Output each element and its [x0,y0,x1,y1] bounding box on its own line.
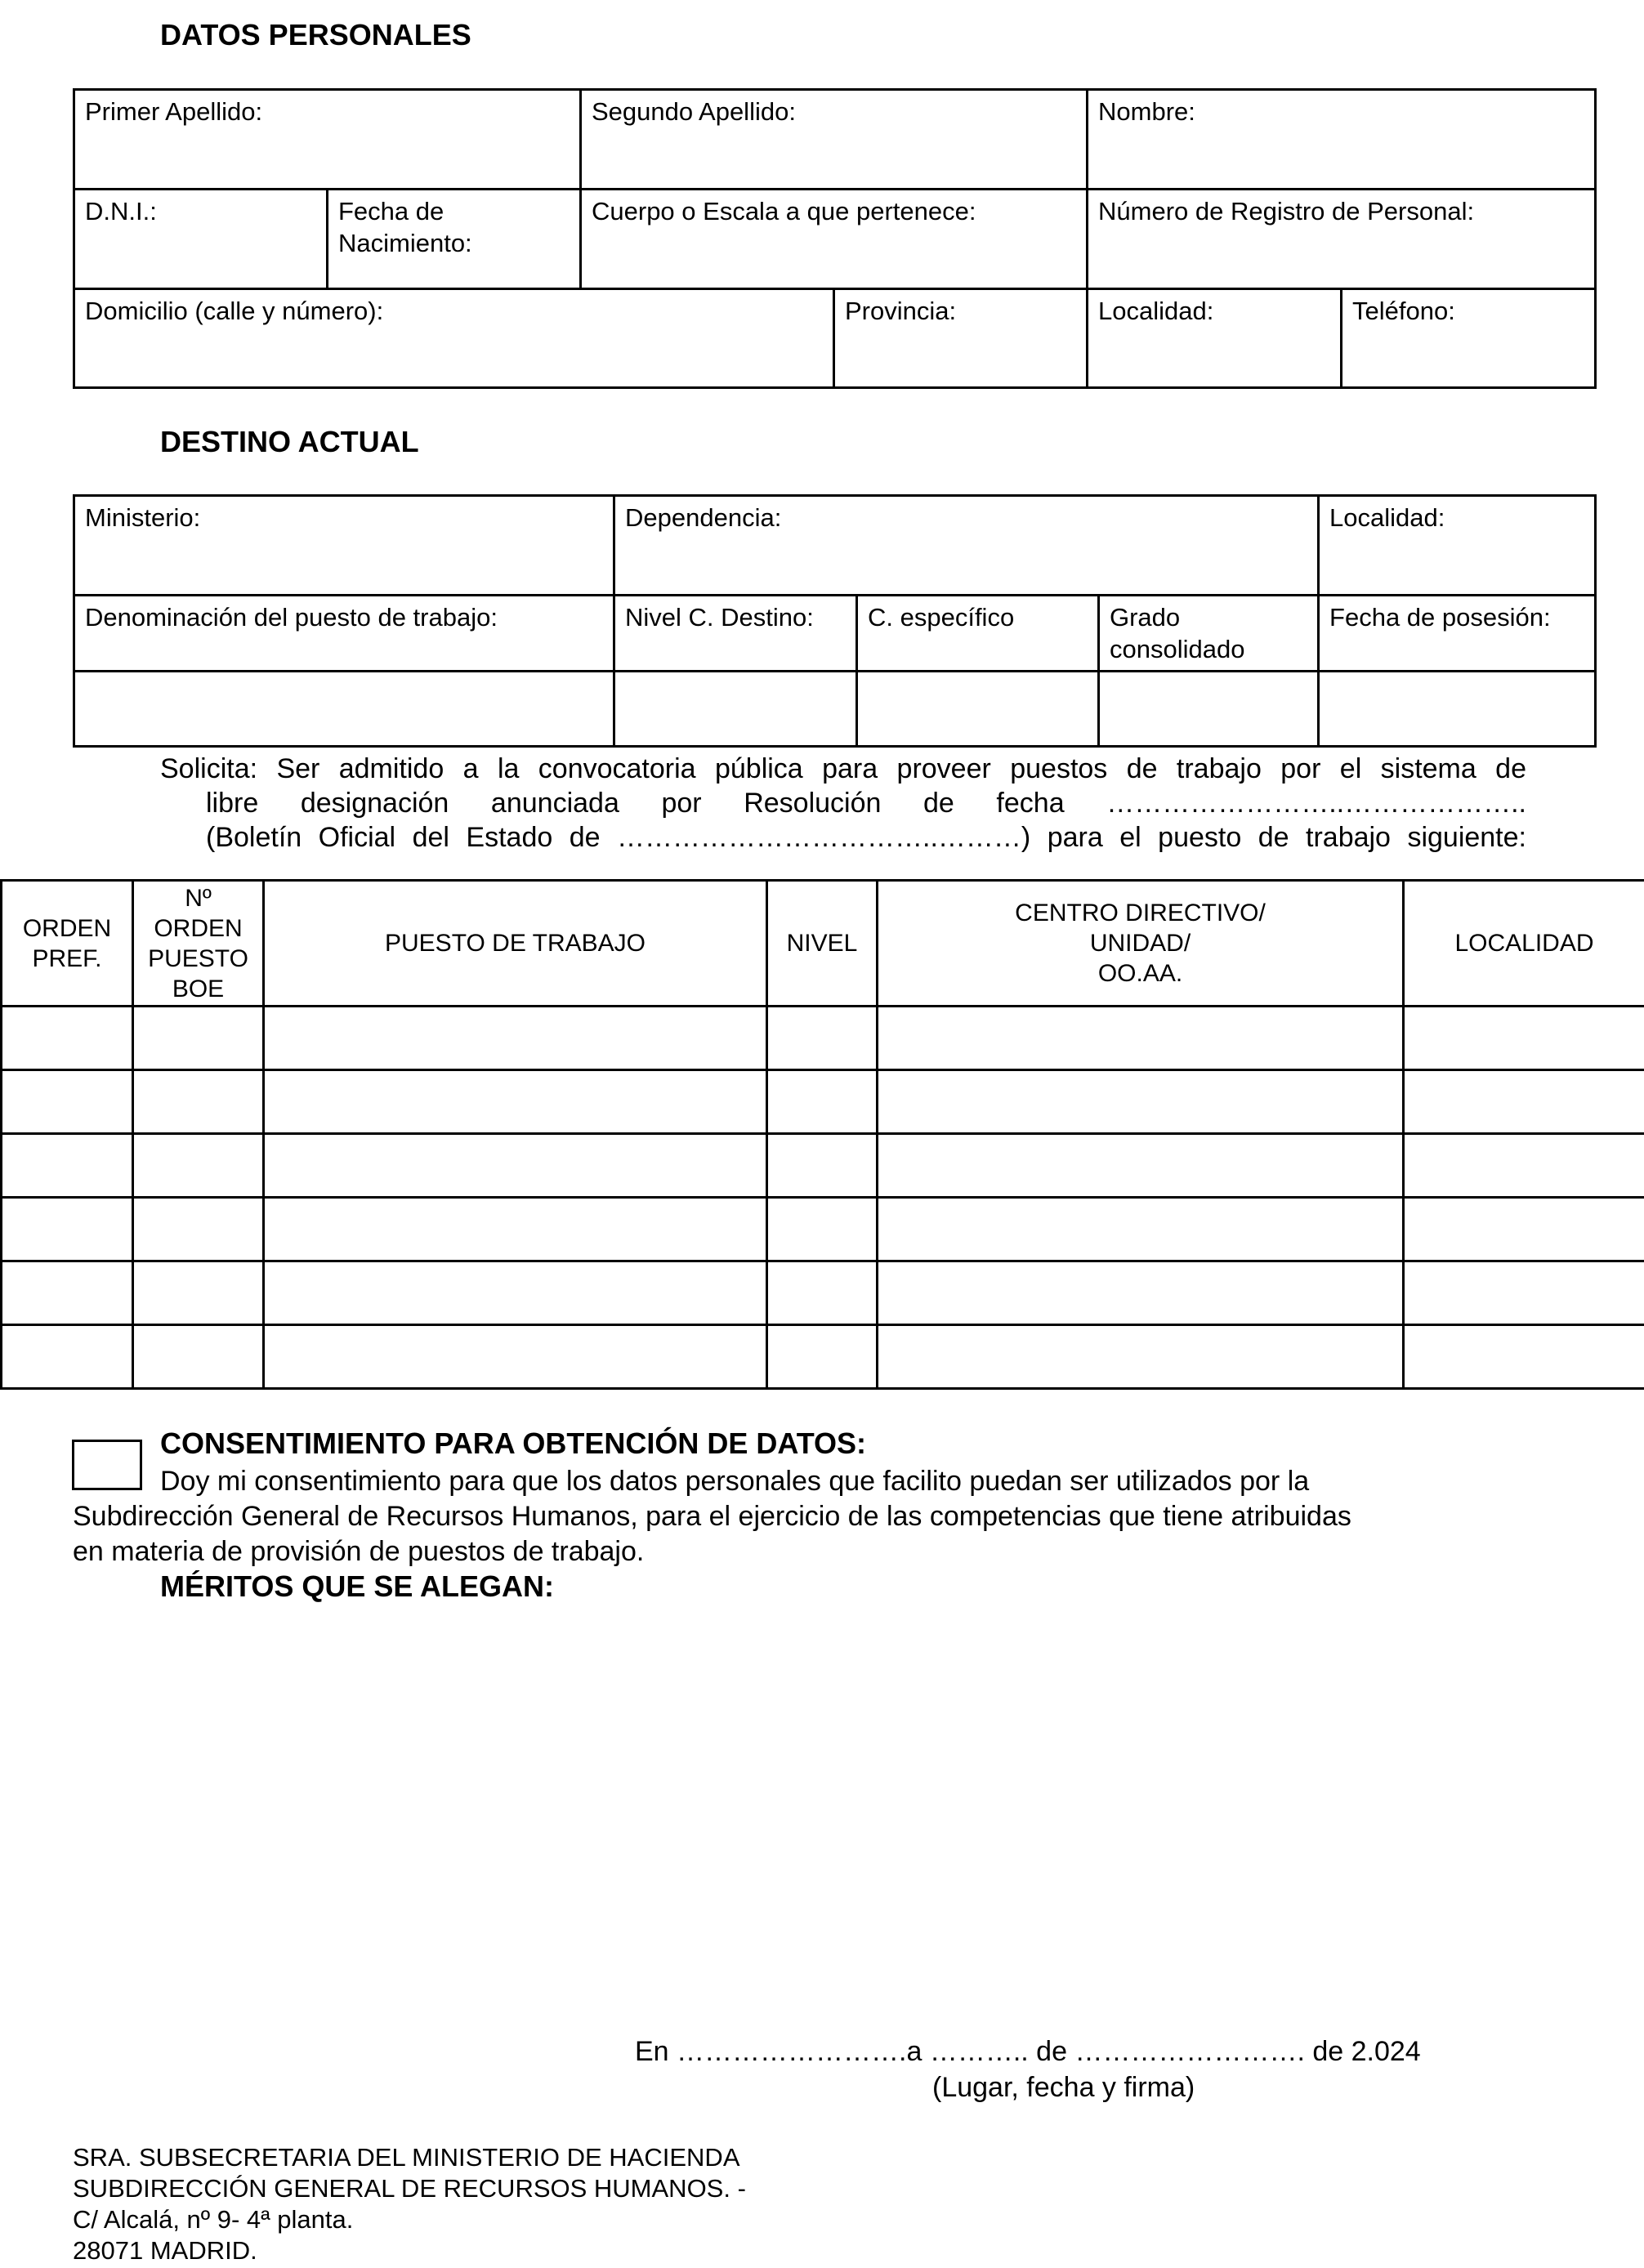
domicilio-field[interactable] [74,289,834,388]
solicita-line-1: Solicita: Ser admitido a la convocatoria pública para proveer puestos de trabajo por el sistema de [160,753,1526,784]
provincia-label: Provincia: [845,297,957,325]
col-num-label-1: Nº [185,884,212,912]
fecha-nacimiento-label-1: Fecha de [338,197,445,225]
fecha-nacimiento-field[interactable] [328,190,581,289]
table-cell[interactable] [264,1134,767,1198]
col-nivel-label: NIVEL [786,930,858,957]
table-cell[interactable] [1404,1134,1644,1198]
fecha-nacimiento-label-2: Nacimiento: [338,229,472,257]
table-cell[interactable] [767,1007,878,1070]
col-centro [878,881,1404,1007]
table-cell[interactable] [878,1261,1404,1325]
table-cell[interactable] [767,1134,878,1198]
consentimiento-line-3: en materia de provisión de puestos de trabajo. [73,1536,645,1567]
destinatario-line-4: 28071 MADRID. [73,2236,257,2265]
table-cell[interactable] [2,1070,133,1134]
especifico-header [857,596,1099,672]
col-nivel [767,881,878,1007]
table-cell[interactable] [2,1261,133,1325]
table-cell[interactable] [264,1261,767,1325]
destinatario-block [73,2142,746,2266]
table-cell[interactable] [1404,1261,1644,1325]
grado-input[interactable] [1099,672,1319,747]
destino-actual-heading: DESTINO ACTUAL [160,425,419,458]
firma-line: En …………………….a ……….. de ……………………. de 2.024 [635,2036,1421,2067]
segundo-apellido-label: Segundo Apellido: [592,97,796,126]
localidad-destino-field[interactable] [1319,496,1596,596]
denominacion-input[interactable] [74,672,614,747]
cuerpo-escala-label: Cuerpo o Escala a que pertenece: [592,197,976,225]
solicita-line-3: (Boletín Oficial del Estado de ……………………………..………) para el puesto de trabajo siguiente: [206,822,1526,853]
registro-personal-field[interactable] [1088,190,1596,289]
table-cell[interactable] [767,1261,878,1325]
table-cell[interactable] [2,1007,133,1070]
col-puesto-label: PUESTO DE TRABAJO [385,930,646,957]
consent-checkbox[interactable] [72,1440,142,1490]
table-cell[interactable] [878,1198,1404,1261]
col-num-label-2: ORDEN [154,914,243,942]
fecha-posesion-input[interactable] [1319,672,1596,747]
table-cell[interactable] [1404,1070,1644,1134]
nivel-input[interactable] [614,672,857,747]
table-cell[interactable] [133,1070,264,1134]
consentimiento-heading: CONSENTIMIENTO PARA OBTENCIÓN DE DATOS: [160,1426,867,1460]
localidad-field[interactable] [1088,289,1342,388]
table-cell[interactable] [264,1070,767,1134]
table-row [2,1198,1644,1261]
grado-header [1099,596,1319,672]
nombre-field[interactable] [1088,90,1596,190]
fecha-posesion-header [1319,596,1596,672]
table-cell[interactable] [133,1261,264,1325]
ministerio-label: Ministerio: [85,503,201,532]
dependencia-field[interactable] [614,496,1319,596]
puestos-table [0,879,1644,1390]
dependencia-label: Dependencia: [625,503,782,532]
col-num-label-4: BOE [172,975,225,1002]
col-centro-label-1: CENTRO DIRECTIVO/ [1015,900,1266,926]
consentimiento-line-2: Subdirección General de Recursos Humanos, para el ejercicio de las competencias que tiene atribuidas [73,1501,1351,1532]
nivel-header [614,596,857,672]
primer-apellido-label: Primer Apellido: [85,97,263,126]
firma-caption: (Lugar, fecha y firma) [932,2072,1195,2103]
col-num-label-3: PUESTO [148,944,248,972]
datos-personales-heading: DATOS PERSONALES [160,18,471,51]
primer-apellido-field[interactable] [74,90,581,190]
cuerpo-escala-field[interactable] [581,190,1088,289]
table-row [2,1134,1644,1198]
table-cell[interactable] [878,1070,1404,1134]
segundo-apellido-field[interactable] [581,90,1088,190]
dni-label: D.N.I.: [85,197,157,225]
col-centro-label-3: OO.AA. [1097,960,1183,987]
nivel-label: Nivel C. Destino: [625,603,814,632]
consentimiento-line-1: Doy mi consentimiento para que los datos personales que facilito puedan ser utilizados por la [160,1466,1310,1497]
datos-personales-table [73,88,1597,389]
nombre-label: Nombre: [1098,97,1195,126]
grado-label-2: consolidado [1110,635,1245,663]
dni-field[interactable] [74,190,328,289]
col-centro-label-2: UNIDAD/ [1089,930,1191,957]
table-row [2,1070,1644,1134]
table-cell[interactable] [1404,1007,1644,1070]
col-num-orden [133,881,264,1007]
destino-actual-table [73,494,1597,748]
denominacion-header [74,596,614,672]
table-cell[interactable] [767,1325,878,1389]
solicita-line-2: libre designación anunciada por Resolución de fecha ……………………..……………….. [206,788,1526,819]
col-puesto [264,881,767,1007]
destinatario-line-2: SUBDIRECCIÓN GENERAL DE RECURSOS HUMANOS. - [73,2174,746,2203]
table-cell[interactable] [878,1007,1404,1070]
table-cell[interactable] [1404,1325,1644,1389]
especifico-input[interactable] [857,672,1099,747]
table-cell[interactable] [133,1134,264,1198]
table-cell[interactable] [2,1198,133,1261]
table-cell[interactable] [133,1198,264,1261]
table-row [2,1261,1644,1325]
table-cell[interactable] [264,1007,767,1070]
fecha-posesion-label: Fecha de posesión: [1329,603,1551,632]
table-cell[interactable] [767,1198,878,1261]
table-row [2,1007,1644,1070]
table-cell[interactable] [133,1007,264,1070]
provincia-field[interactable] [834,289,1088,388]
col-orden-pref [2,881,133,1007]
grado-label-1: Grado [1110,603,1181,632]
col-orden-label-1: ORDEN [22,914,112,942]
col-localidad [1404,881,1644,1007]
solicita-paragraph [160,752,1526,855]
table-cell[interactable] [2,1134,133,1198]
col-orden-label-2: PREF. [32,944,102,972]
meritos-heading: MÉRITOS QUE SE ALEGAN: [160,1569,555,1603]
table-cell[interactable] [878,1325,1404,1389]
telefono-field[interactable] [1342,289,1596,388]
table-cell[interactable] [264,1198,767,1261]
especifico-label: C. específico [868,603,1015,632]
table-cell[interactable] [767,1070,878,1134]
telefono-label: Teléfono: [1352,297,1455,325]
destinatario-line-3: C/ Alcalá, nº 9- 4ª planta. [73,2205,354,2234]
denominacion-label: Denominación del puesto de trabajo: [85,603,498,632]
localidad-label: Localidad: [1098,297,1214,325]
table-cell[interactable] [2,1325,133,1389]
table-cell[interactable] [878,1134,1404,1198]
col-localidad-label: LOCALIDAD [1454,930,1594,957]
localidad-destino-label: Localidad: [1329,503,1445,532]
destinatario-line-1: SRA. SUBSECRETARIA DEL MINISTERIO DE HACIENDA [73,2143,740,2172]
registro-personal-label: Número de Registro de Personal: [1098,197,1475,225]
table-cell[interactable] [264,1325,767,1389]
table-cell[interactable] [1404,1198,1644,1261]
domicilio-label: Domicilio (calle y número): [85,297,384,325]
table-cell[interactable] [133,1325,264,1389]
ministerio-field[interactable] [74,496,614,596]
table-row [2,1325,1644,1389]
